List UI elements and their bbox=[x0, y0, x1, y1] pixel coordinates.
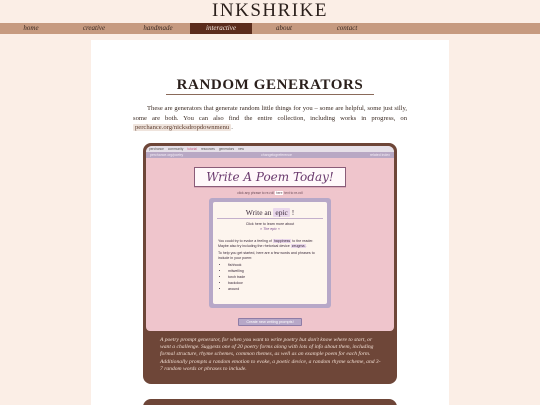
device-end: . bbox=[305, 243, 307, 248]
nav-item-contact[interactable]: contact bbox=[336, 24, 358, 32]
banner-caption bbox=[186, 191, 354, 195]
title-divider bbox=[166, 94, 374, 95]
feeling-text: You could try to evoke a feeling of bbox=[218, 239, 272, 243]
browser-tab: community bbox=[167, 147, 184, 151]
intro-end: . bbox=[231, 124, 233, 131]
prompt-box bbox=[209, 198, 331, 308]
caption-text-end: text to re-roll bbox=[284, 191, 303, 195]
nav-item-home[interactable]: home bbox=[23, 24, 39, 32]
prompt-words-intro: To help you get started, here are a few words and phrases to include in your poem: bbox=[218, 251, 315, 260]
generator-screenshot[interactable] bbox=[146, 146, 394, 331]
nav-item-creative[interactable]: creative bbox=[82, 24, 106, 32]
prompt-heading-end: ! bbox=[291, 208, 295, 217]
site-title[interactable]: INKSHRIKE bbox=[212, 0, 328, 21]
prompt-inner bbox=[213, 202, 327, 304]
browser-tab-selected: tutorial bbox=[187, 147, 197, 151]
intro-text: These are generators that generate random little things for you – some are helpful, some just silly, some are both. You can also find the entire collection, including works in progress, on bbox=[133, 105, 407, 122]
generator-description: A poetry prompt generator, for when you want to write poetry but don't know where to start, or want a challenge. Suggests one of 20 poetry forms along with lots of info about them, including formal structure, rhyme schemes, common themes, as well as an example poem for each form. Additionally prompts a random emotion to evoke, a poetic device, a random rhyme scheme, and 3-7 random words or phrases to include. bbox=[160, 337, 381, 372]
generator-banner: Write A Poem Today! bbox=[194, 167, 346, 187]
nav-item-handmade[interactable]: handmade bbox=[143, 24, 173, 32]
word-list bbox=[228, 263, 322, 291]
learn-more-link[interactable] bbox=[213, 222, 327, 231]
word-list-item[interactable]: • mitwelling bbox=[228, 269, 322, 274]
learn-more-form: » The epic « bbox=[260, 226, 280, 231]
intro-paragraph bbox=[133, 104, 407, 133]
word-list-item[interactable]: • backdoor bbox=[228, 281, 322, 286]
collection-link[interactable]: perchance.org/nicksdropdownmenu bbox=[135, 124, 230, 131]
device-text: to the reader. Maybe also try including the rhetorical device bbox=[218, 239, 314, 248]
prompt-heading-text: Write an bbox=[245, 208, 272, 217]
prompt-heading bbox=[213, 208, 327, 217]
prompt-body bbox=[218, 239, 322, 293]
address-right: related index bbox=[369, 153, 390, 157]
main-nav bbox=[0, 23, 540, 34]
browser-tab: generators bbox=[218, 147, 235, 151]
learn-more-text: Click here to learn more about bbox=[245, 222, 295, 226]
create-prompt-button[interactable]: Create new writing prompts! bbox=[238, 318, 302, 326]
word-list-item[interactable]: • torch trade bbox=[228, 275, 322, 280]
browser-tab: new bbox=[238, 147, 244, 151]
emotion-word[interactable]: happiness bbox=[273, 239, 291, 243]
caption-pill: here bbox=[275, 191, 283, 195]
page-title: RANDOM GENERATORS bbox=[176, 77, 364, 93]
address-url: perchance.org/poetry bbox=[150, 153, 184, 157]
address-mid: changelogreference bbox=[261, 153, 292, 157]
nav-item-about[interactable]: about bbox=[276, 24, 292, 32]
browser-tab: resources bbox=[200, 147, 215, 151]
browser-address-bar bbox=[146, 152, 394, 158]
device-word[interactable]: zeugma bbox=[291, 243, 305, 248]
word-list-item[interactable]: • around bbox=[228, 287, 322, 292]
caption-text: click any phrase to re-roll bbox=[237, 191, 274, 195]
word-list-item[interactable]: • fishhook bbox=[228, 263, 322, 268]
nav-item-interactive[interactable]: interactive bbox=[190, 23, 252, 34]
prompt-divider bbox=[217, 218, 323, 219]
poem-form-word[interactable]: epic bbox=[275, 208, 288, 217]
browser-tab: perchance bbox=[149, 147, 164, 151]
prompt-feeling bbox=[218, 239, 322, 248]
next-generator-card bbox=[143, 399, 397, 405]
